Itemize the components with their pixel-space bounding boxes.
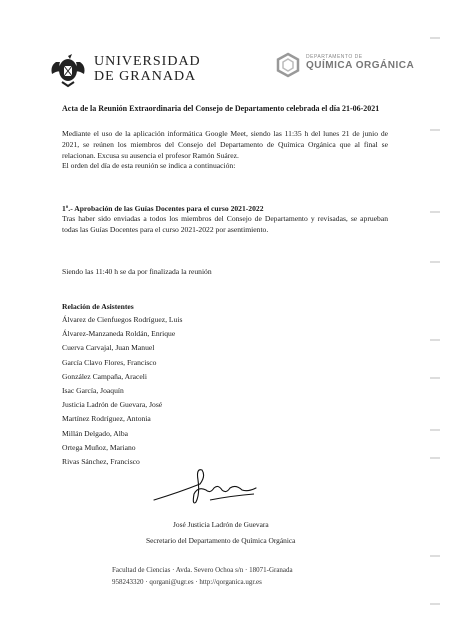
- attendee-item: Cuerva Carvajal, Juan Manuel: [62, 343, 155, 353]
- attendee-item: Álvarez-Manzaneda Roldán, Enrique: [62, 329, 176, 339]
- department-hexagon-icon: [276, 52, 300, 78]
- agenda-item-text: Tras haber sido enviadas a todos los miembros del Consejo de Departamento y revisadas, se aprueban todas las Guías Docentes para el curso 2021-2022 por asentimiento.: [62, 214, 388, 234]
- attendee-item: Rivas Sánchez, Francisco: [62, 456, 140, 466]
- signer-role: Secretario del Departamento de Química Orgánica: [146, 536, 296, 545]
- department-label-small: DEPARTAMENTO DE: [306, 54, 363, 60]
- attendee-item: Álvarez de Cienfuegos Rodríguez, Luis: [62, 315, 183, 324]
- attendee-item: Millán Delgado, Alba: [62, 428, 129, 438]
- closing-statement: Siendo las 11:40 h se da por finalizada la reunión: [62, 267, 212, 276]
- university-name: UNIVERSIDAD DE GRANADA: [94, 54, 201, 84]
- attendee-item: Martínez Rodríguez, Antonia: [62, 414, 151, 424]
- attendee-item: Ortega Muñoz, Mariano: [62, 442, 136, 452]
- university-emblem-icon: [48, 52, 88, 88]
- signer-name: José Justicia Ladrón de Guevara: [173, 520, 269, 529]
- attendee-item: García Clavo Flores, Francisco: [62, 357, 157, 367]
- handwritten-signature: [150, 464, 260, 510]
- attendee-item: Isac García, Joaquín: [62, 385, 124, 395]
- attendee-item: González Campaña, Araceli: [62, 371, 147, 381]
- agenda-item-heading: 1º.- Aprobación de las Guías Docentes para el curso 2021-2022: [62, 204, 264, 213]
- agenda-intro: El orden del día de esta reunión se indica a continuación:: [62, 161, 236, 171]
- attendee-item: Justicia Ladrón de Guevara, José: [62, 400, 163, 410]
- scan-edge-marks: [428, 0, 442, 636]
- footer-contact: 958243320 · qorgani@ugr.es · http://qorganica.ugr.es: [112, 578, 262, 586]
- attendees-list: [62, 313, 182, 469]
- attendees-heading: Relación de Asistentes: [62, 302, 134, 311]
- department-name: QUÍMICA ORGÁNICA: [306, 60, 415, 71]
- footer-address: Facultad de Ciencias · Avda. Severo Ochoa s/n · 18071-Granada: [112, 566, 293, 574]
- document-title: Acta de la Reunión Extraordinaria del Consejo de Departamento celebrada el día 21-06-2021: [62, 104, 380, 113]
- intro-paragraph: Mediante el uso de la aplicación informática Google Meet, siendo las 11:35 h del lunes 21 de junio de 2021, se reúnen los miembros del Consejo del Departamento de Química Orgánica que al final se relacionan. Excusa su ausencia el profesor Ramón Suárez. El orden del día de esta reunión se indica a continuación:: [62, 129, 388, 171]
